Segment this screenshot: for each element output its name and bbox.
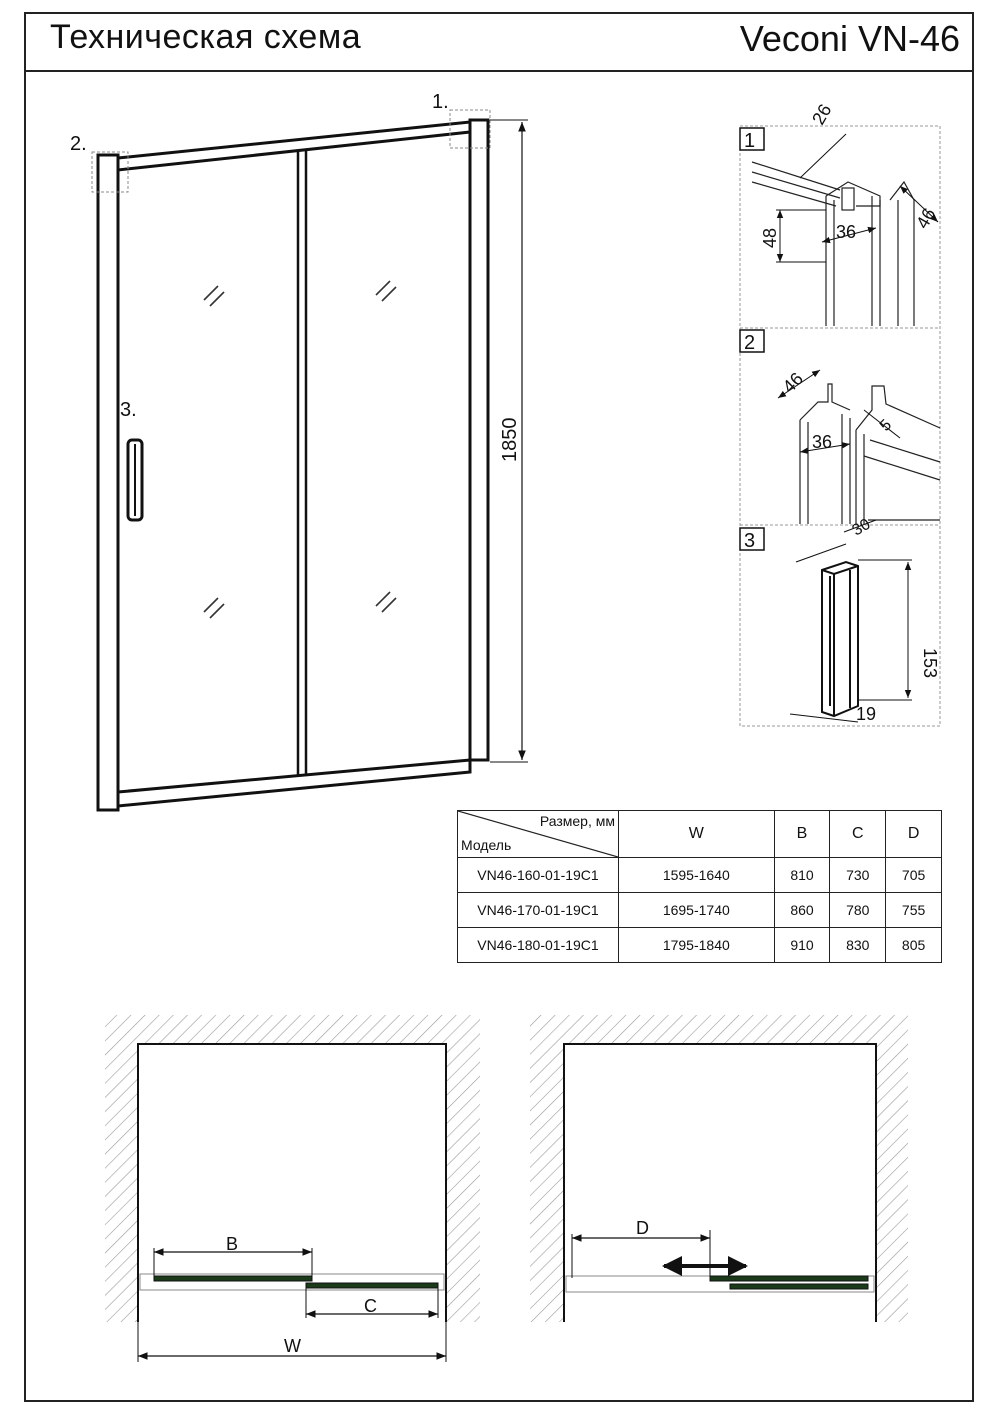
dim-label-W: W: [284, 1336, 301, 1356]
front-view-door: [98, 120, 488, 810]
table-cell-model: VN46-180-01-19C1: [458, 928, 619, 963]
detail-3-handle: [740, 528, 940, 724]
table-cell-model: VN46-160-01-19C1: [458, 858, 619, 893]
table-header-B: B: [774, 811, 830, 858]
svg-text:19: 19: [856, 704, 877, 724]
dim-label-D: D: [636, 1218, 649, 1238]
detail-2-profile: [740, 330, 940, 539]
table-cell-b: 810: [774, 858, 830, 893]
height-dimension-label: 1850: [499, 417, 521, 462]
table-corner-model: Модель: [461, 837, 512, 853]
detail-1-profile: [740, 101, 939, 326]
plan-view-left: [105, 1015, 480, 1362]
callout-label-3: 3.: [120, 399, 137, 421]
dim-label-C: C: [364, 1296, 377, 1316]
dimensions-table: [457, 810, 942, 963]
model-title: Veconi VN-46: [739, 18, 960, 59]
svg-text:153: 153: [920, 648, 940, 679]
detail-3-marker: 3: [744, 530, 756, 552]
callout-label-2: 2.: [70, 133, 87, 155]
table-header-D: D: [886, 811, 942, 858]
table-header-W: W: [619, 811, 775, 858]
table-row: [458, 928, 942, 963]
table-row: [458, 858, 942, 893]
table-cell-c: 730: [830, 858, 886, 893]
details-frame: [740, 126, 940, 726]
detail-1-marker: 1: [744, 130, 756, 152]
table-cell-model: VN46-170-01-19C1: [458, 893, 619, 928]
svg-text:5: 5: [876, 416, 896, 435]
table-cell-c: 830: [830, 928, 886, 963]
detail-2-marker: 2: [744, 332, 756, 354]
svg-text:46: 46: [778, 368, 807, 397]
table-cell-d: 805: [886, 928, 942, 963]
table-cell-b: 910: [774, 928, 830, 963]
svg-text:46: 46: [912, 204, 940, 232]
svg-text:36: 36: [812, 432, 833, 452]
sheet-title: Техническая схема: [50, 18, 362, 56]
svg-text:26: 26: [808, 100, 836, 128]
table-row: [458, 893, 942, 928]
table-corner-cell: [458, 811, 619, 858]
table-cell-w: 1595-1640: [619, 858, 775, 893]
svg-text:48: 48: [760, 227, 780, 248]
dim-label-B: B: [226, 1234, 239, 1254]
table-cell-w: 1695-1740: [619, 893, 775, 928]
table-cell-c: 780: [830, 893, 886, 928]
callout-label-1: 1.: [432, 91, 449, 113]
svg-text:36: 36: [836, 222, 857, 242]
table-cell-b: 860: [774, 893, 830, 928]
table-cell-d: 705: [886, 858, 942, 893]
plan-view-right: [530, 1015, 908, 1322]
table-cell-w: 1795-1840: [619, 928, 775, 963]
table-header-C: C: [830, 811, 886, 858]
svg-text:30: 30: [849, 515, 874, 540]
table-corner-size: Размер, мм: [539, 813, 615, 829]
height-dimension: [490, 120, 528, 762]
table-cell-d: 755: [886, 893, 942, 928]
